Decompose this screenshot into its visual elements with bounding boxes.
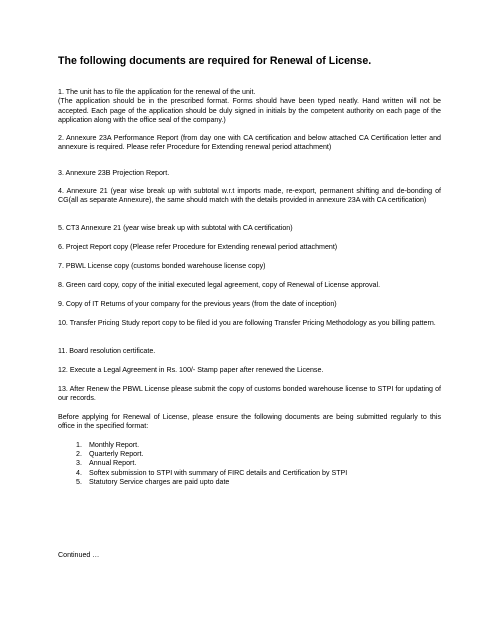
item-11	[58, 347, 441, 356]
item-12	[58, 366, 441, 375]
item-5	[58, 224, 441, 233]
item-2-text: 2. Annexure 23A Performance Report (from day one with CA certification and below attached CA Certification letter and annexure is required. Please refer Procedure for Extending renewal period attachment)	[58, 134, 441, 152]
list-item-number: 1.	[76, 441, 82, 449]
list-item-text: Statutory Service charges are paid upto date	[89, 477, 230, 486]
list-item-text: Monthly Report.	[89, 441, 140, 449]
item-10-text: 10. Transfer Pricing Study report copy to be filed id you are following Transfer Pricing Methodology as you billing pattern.	[58, 319, 436, 327]
item-3	[58, 169, 441, 178]
page-title: The following documents are required for Renewal of License.	[58, 55, 372, 67]
list-item-number: 4.	[76, 468, 82, 477]
item-13	[58, 385, 441, 404]
list-item	[76, 441, 347, 450]
continued-note: Continued …	[58, 551, 100, 559]
item-8-text: 8. Green card copy, copy of the initial executed legal agreement, copy of Renewal of License approval.	[58, 281, 381, 289]
list-item	[76, 450, 347, 459]
item-1-text: 1. The unit has to file the application for the renewal of the unit. (The application should be in the prescribed format. Forms should have been typed neatly. Hand written will not be accepted. Each page of the application should be duly signed in initials by the competent authority on each page of the application along with the office seal of the company.)	[58, 88, 441, 124]
intro-text: Before applying for Renewal of License, please ensure the following documents are being submitted regularly to this office in the specified format:	[58, 413, 441, 431]
item-9-text: 9. Copy of IT Returns of your company for the previous years (from the date of inception)	[58, 300, 337, 308]
item-13-text: 13. After Renew the PBWL License please submit the copy of customs bonded warehouse license to STPI for updating of our records.	[58, 385, 441, 403]
list-item-number: 5.	[76, 477, 82, 486]
item-3-text: 3. Annexure 23B Projection Report.	[58, 169, 170, 177]
item-4-text: 4. Annexure 21 (year wise break up with subtotal w.r.t imports made, re-export, permanent shifting and de-bonding of CG(all as separate Annexure), the same should match with the details provided in annexure 23A with CA certification)	[58, 187, 441, 205]
list-item	[76, 469, 347, 478]
list-item	[76, 459, 347, 468]
item-4	[58, 187, 441, 206]
item-2	[58, 134, 441, 153]
list-item-text: Quarterly Report.	[89, 450, 144, 459]
item-5-text: 5. CT3 Annexure 21 (year wise break up with subtotal with CA certification)	[58, 224, 293, 232]
item-6	[58, 243, 441, 252]
list-item-number: 2.	[76, 450, 82, 459]
list-item-text: Annual Report.	[89, 459, 137, 468]
item-7-text: 7. PBWL License copy (customs bonded warehouse license copy)	[58, 262, 266, 270]
item-10	[58, 319, 441, 328]
intro-paragraph	[58, 413, 441, 432]
item-1	[58, 88, 441, 125]
list-item-text: Softex submission to STPI with summary of FIRC details and Certification by STPI	[89, 468, 348, 477]
item-8	[58, 281, 441, 290]
item-12-text: 12. Execute a Legal Agreement in Rs. 100/- Stamp paper after renewed the License.	[58, 366, 324, 374]
item-9	[58, 300, 441, 309]
item-6-text: 6. Project Report copy (Please refer Procedure for Extending renewal period attachment)	[58, 243, 338, 251]
list-item-number: 3.	[76, 459, 82, 468]
list-item	[76, 478, 347, 487]
item-7	[58, 262, 441, 271]
item-11-text: 11. Board resolution certificate.	[58, 347, 156, 355]
submission-list	[76, 441, 347, 487]
